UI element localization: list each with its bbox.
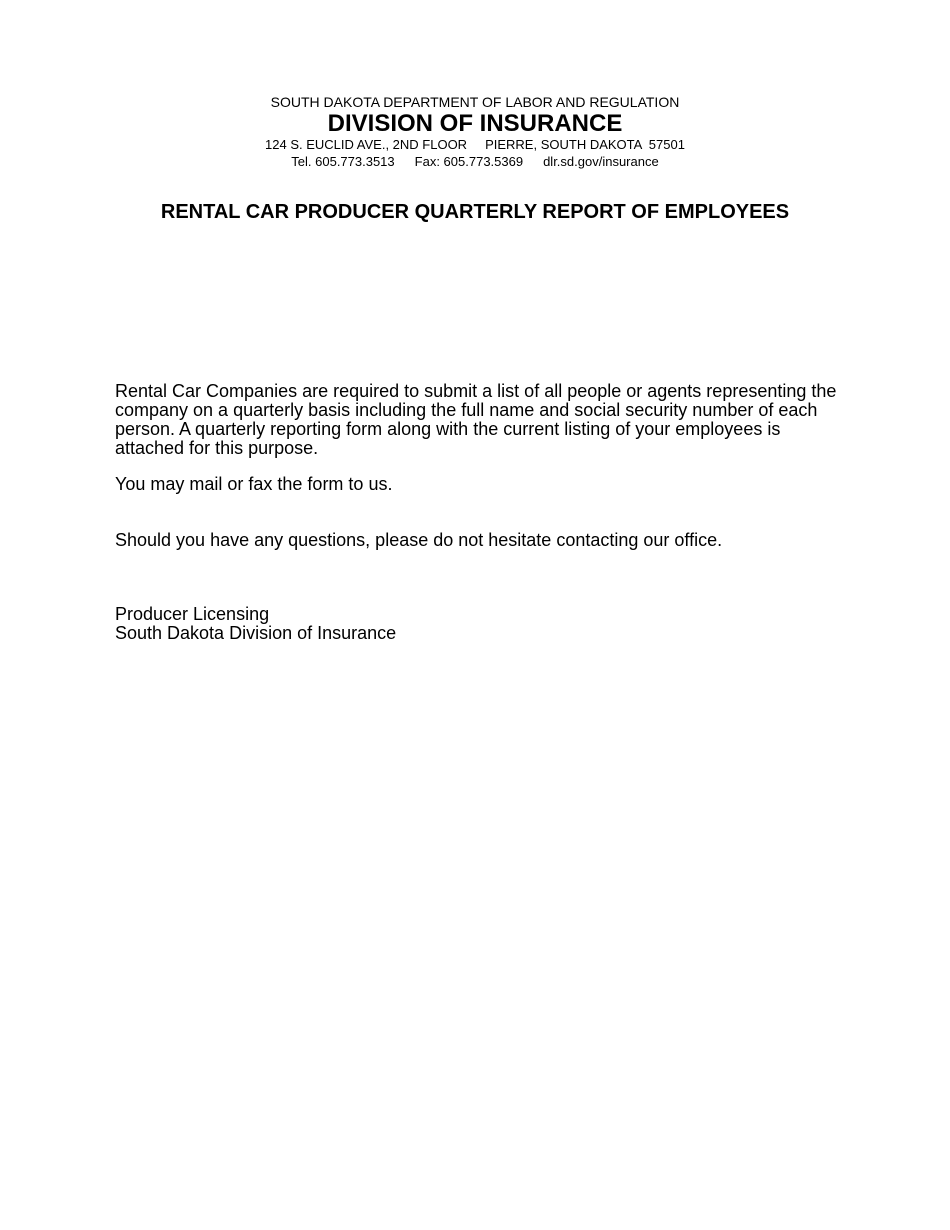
signature-block: [115, 605, 840, 643]
address-line: [0, 137, 950, 153]
website: dlr.sd.gov/insurance: [543, 154, 659, 169]
body-paragraph-requirements: Rental Car Companies are required to submit a list of all people or agents representing the company on a quarterly basis including the full name and social security number of each person. A quarterly reporting form along with the current listing of your employees is attached for this purpose.: [115, 381, 837, 458]
address-city: PIERRE, SOUTH DAKOTA 57501: [485, 137, 685, 152]
address-street: 124 S. EUCLID AVE., 2ND FLOOR: [265, 137, 468, 152]
signature-organization: South Dakota Division of Insurance: [115, 623, 397, 643]
department-name: SOUTH DAKOTA DEPARTMENT OF LABOR AND REGULATION: [270, 94, 680, 110]
telephone: Tel. 605.773.3513: [291, 154, 395, 169]
contact-line: [0, 153, 950, 170]
body-paragraph-submission: You may mail or fax the form to us.: [115, 474, 393, 494]
signature-department: Producer Licensing: [115, 604, 270, 624]
letterhead: [0, 94, 950, 170]
document-title: RENTAL CAR PRODUCER QUARTERLY REPORT OF EMPLOYEES: [160, 201, 790, 223]
division-name: DIVISION OF INSURANCE: [327, 110, 623, 137]
fax: Fax: 605.773.5369: [414, 154, 524, 169]
body-paragraph-questions: Should you have any questions, please do not hesitate contacting our office.: [115, 530, 723, 550]
